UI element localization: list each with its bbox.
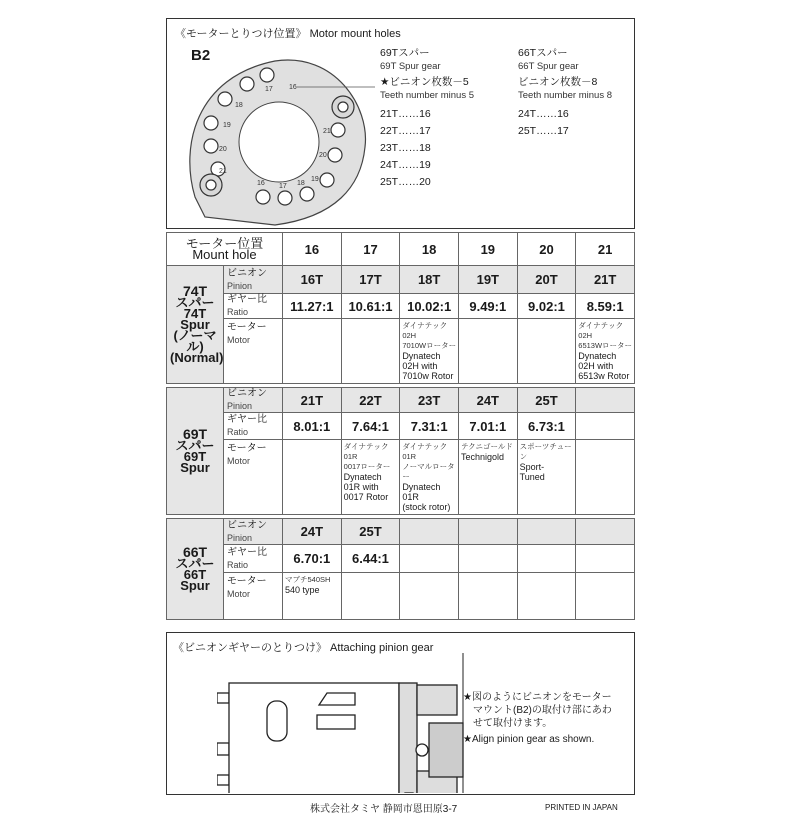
group-note-jp: (ノーマル) (173, 328, 217, 354)
pinion-cell: 16T (283, 266, 342, 294)
hole-col: 17 (341, 233, 400, 266)
motor-cell (283, 440, 342, 515)
hole-col: 20 (517, 233, 576, 266)
motor-cell (341, 440, 400, 515)
motor-cell (400, 319, 459, 384)
motor-cell (283, 573, 342, 620)
spur66-info (518, 47, 612, 140)
hole-label: 21 (219, 168, 227, 175)
motor-cell (517, 573, 576, 620)
motor-line: 0017ローター (343, 462, 391, 471)
label-jp: ビニオン (227, 267, 267, 279)
motor-line: 01R with (343, 482, 379, 492)
row-label-pinion (224, 266, 283, 294)
note-jp-line: マウント(B2)の取付け部にあわ (473, 705, 612, 716)
hole-col: 19 (458, 233, 517, 266)
note-jp-line: ★図のようにビニオンをモーター (463, 692, 612, 703)
motor-cell (517, 440, 576, 515)
motor-line: ダイナテック02H (578, 321, 624, 340)
group-jp: スパー (175, 295, 215, 310)
motor-line: ダイナテック01R (343, 442, 389, 461)
label-en: Motor (227, 456, 251, 466)
group-label (167, 519, 224, 620)
hole-label: 18 (297, 180, 305, 187)
spur66-en: 66T Spur gear (518, 61, 579, 72)
pinion-cell (458, 519, 517, 545)
ratio-cell (400, 545, 459, 573)
motor-mount-diagram (185, 47, 375, 232)
gear-group-66T (166, 518, 635, 620)
ratio-cell: 7.31:1 (400, 413, 459, 440)
hole-label: 17 (279, 183, 287, 190)
motor-line: 0017 Rotor (343, 492, 389, 502)
spur69-list-item: 25T……20 (380, 176, 431, 188)
hole-label: 19 (311, 176, 319, 183)
motor-line: (stock rotor) (402, 502, 451, 512)
ratio-cell (517, 545, 576, 573)
ratio-cell: 7.01:1 (458, 413, 517, 440)
row-label-motor (224, 319, 283, 384)
spur69-jp: 69Tスパー (380, 47, 430, 59)
hole-label: 20 (319, 152, 327, 159)
pinion-cell: 18T (400, 266, 459, 294)
label-jp: ギヤー比 (227, 294, 267, 305)
motor-line: 7010w Rotor (402, 371, 454, 381)
label-en: Pinion (227, 401, 253, 411)
lower-content (166, 232, 636, 821)
row-label-ratio (224, 413, 283, 440)
row-label-ratio (224, 545, 283, 573)
motor-line: Dynatech (402, 351, 441, 361)
motor-line: 6513w Rotor (578, 371, 630, 381)
section-title: 《モーターとりつけ位置》 Motor mount holes (175, 28, 401, 40)
gear-group-69T (166, 387, 635, 515)
motor-line: 6513Wローター (578, 341, 633, 350)
ratio-cell: 7.64:1 (341, 413, 400, 440)
attach-pinion-section (166, 632, 635, 795)
pinion-cell: 19T (458, 266, 517, 294)
spur66-list-item: 24T……16 (518, 108, 569, 120)
hole-label: 18 (235, 102, 243, 109)
part-label: B2 (191, 47, 211, 64)
motor-cell (283, 319, 342, 384)
pinion-cell (576, 519, 635, 545)
motor-line: Tuned (519, 472, 545, 482)
label-en: Ratio (227, 427, 249, 437)
label-en: Ratio (227, 307, 249, 317)
ratio-cell: 9.02:1 (517, 294, 576, 319)
header-jp: モーター位置 (185, 236, 264, 251)
ratio-cell: 6.73:1 (517, 413, 576, 440)
motor-mount-section (166, 18, 635, 229)
ratio-cell: 10.02:1 (400, 294, 459, 319)
ratio-cell: 8.01:1 (283, 413, 342, 440)
motor-cell (400, 573, 459, 620)
group-en: 66T Spur (180, 567, 210, 593)
section-title: 《ビニオンギヤーのとりつけ》 Attaching pinion gear (173, 642, 434, 654)
pinion-cell: 20T (517, 266, 576, 294)
spur69-en: 69T Spur gear (380, 61, 441, 72)
label-en: Ratio (227, 559, 249, 570)
motor-line: 01R (402, 492, 419, 502)
row-label-motor (224, 440, 283, 515)
label-en: Pinion (227, 280, 253, 291)
motor-cell (576, 440, 635, 515)
footer (166, 801, 636, 821)
label-jp: ビニオン (227, 388, 267, 399)
group-name: 69T (182, 426, 208, 442)
motor-line: 540 type (285, 585, 320, 595)
row-label-pinion (224, 388, 283, 413)
group-jp: スパー (175, 556, 215, 571)
group-en: 69T Spur (180, 449, 210, 475)
pinion-cell: 25T (341, 519, 400, 545)
hole-label: 21 (323, 128, 331, 135)
motor-line: 02H with (578, 361, 614, 371)
spur66-jp: 66Tスパー (518, 47, 568, 59)
spur69-rule-en: Teeth number minus 5 (380, 90, 474, 101)
label-jp: モーター (227, 322, 267, 333)
motor-line: マブチ540SH (285, 575, 331, 584)
ratio-cell (458, 545, 517, 573)
spur66-rule-en: Teeth number minus 8 (518, 90, 612, 101)
hole-col: 16 (283, 233, 342, 266)
ratio-cell: 10.61:1 (341, 294, 400, 319)
footer-printed: PRINTED IN JAPAN (545, 803, 618, 812)
motor-cell (341, 319, 400, 384)
motor-cell (341, 573, 400, 620)
ratio-cell: 9.49:1 (458, 294, 517, 319)
group-name: 66T (182, 544, 208, 560)
spur66-rule-jp: ビニオン枚数－8 (518, 76, 598, 88)
motor-line: スポーツチューン (519, 442, 572, 461)
motor-line: テクニゴールド (460, 442, 513, 451)
label-en: Motor (227, 589, 251, 599)
pinion-cell (576, 388, 635, 413)
motor-cell (576, 573, 635, 620)
group-label (167, 388, 224, 515)
note-en: ★Align pinion gear as shown. (463, 734, 595, 745)
hole-label: 17 (265, 86, 273, 93)
spur69-list-item: 24T……19 (380, 159, 431, 171)
group-note-en: (Normal) (170, 350, 224, 365)
ratio-cell: 11.27:1 (283, 294, 342, 319)
ratio-cell (576, 545, 635, 573)
motor-cell (458, 573, 517, 620)
pinion-cell: 24T (283, 519, 342, 545)
group-jp: スパー (175, 438, 215, 453)
mount-hole-header (167, 233, 283, 266)
motor-pinion-diagram (217, 653, 477, 793)
motor-cell (517, 319, 576, 384)
label-jp: モーター (227, 576, 267, 587)
ratio-cell: 8.59:1 (576, 294, 635, 319)
motor-cell (458, 440, 517, 515)
label-en: Motor (227, 335, 251, 345)
spur69-info (380, 47, 474, 191)
motor-line: ダイナテック01R (402, 442, 448, 461)
spur69-rule-jp: ★ビニオン枚数－5 (380, 76, 469, 88)
motor-cell (400, 440, 459, 515)
label-jp: モーター (227, 443, 267, 454)
label-jp: ビニオン (227, 519, 267, 531)
motor-line: ノーマルローター (402, 462, 455, 481)
pinion-cell: 22T (341, 388, 400, 413)
hole-label: 20 (219, 146, 227, 153)
group-label (167, 266, 224, 384)
label-jp: ギヤー比 (227, 414, 267, 425)
spur69-list-item: 21T……16 (380, 108, 431, 120)
motor-cell (458, 319, 517, 384)
motor-cell (576, 319, 635, 384)
motor-line: Sport- (519, 462, 545, 472)
gear-group-74T (166, 265, 635, 384)
pinion-cell: 17T (341, 266, 400, 294)
ratio-cell (576, 413, 635, 440)
motor-line: Dynatech (343, 472, 382, 482)
pinion-cell: 21T (576, 266, 635, 294)
footer-company: 株式会社タミヤ 静岡市恩田原3-7 (310, 804, 458, 815)
group-en: 74T Spur (180, 306, 210, 332)
row-label-motor (224, 573, 283, 620)
spur69-list-item: 23T……18 (380, 142, 431, 154)
pinion-cell: 25T (517, 388, 576, 413)
spur69-list-item: 22T……17 (380, 125, 431, 137)
gear-groups (166, 265, 636, 620)
pinion-cell: 24T (458, 388, 517, 413)
label-en: Pinion (227, 532, 253, 543)
motor-line: 02H with (402, 361, 438, 371)
ratio-cell: 6.70:1 (283, 545, 342, 573)
note-jp-line: せて取付けます。 (473, 718, 553, 729)
pinion-cell: 23T (400, 388, 459, 413)
hole-col: 21 (576, 233, 635, 266)
header-en: Mount hole (192, 247, 257, 262)
pinion-cell (517, 519, 576, 545)
gear-table-header (166, 232, 635, 266)
motor-line: 7010Wローター (402, 341, 457, 350)
pinion-cell: 21T (283, 388, 342, 413)
pinion-cell (400, 519, 459, 545)
group-name: 74T (182, 283, 208, 299)
hole-col: 18 (400, 233, 459, 266)
ratio-cell: 6.44:1 (341, 545, 400, 573)
hole-label: 16 (257, 180, 265, 187)
row-label-ratio (224, 294, 283, 319)
spur66-list-item: 25T……17 (518, 125, 569, 137)
hole-label: 16 (289, 84, 297, 91)
label-jp: ギヤー比 (227, 546, 267, 558)
motor-line: Dynatech (578, 351, 617, 361)
row-label-pinion (224, 519, 283, 545)
attach-note (463, 691, 612, 746)
motor-line: Dynatech (402, 482, 441, 492)
motor-line: Technigold (460, 452, 504, 462)
motor-line: ダイナテック02H (402, 321, 448, 340)
hole-label: 19 (223, 122, 231, 129)
